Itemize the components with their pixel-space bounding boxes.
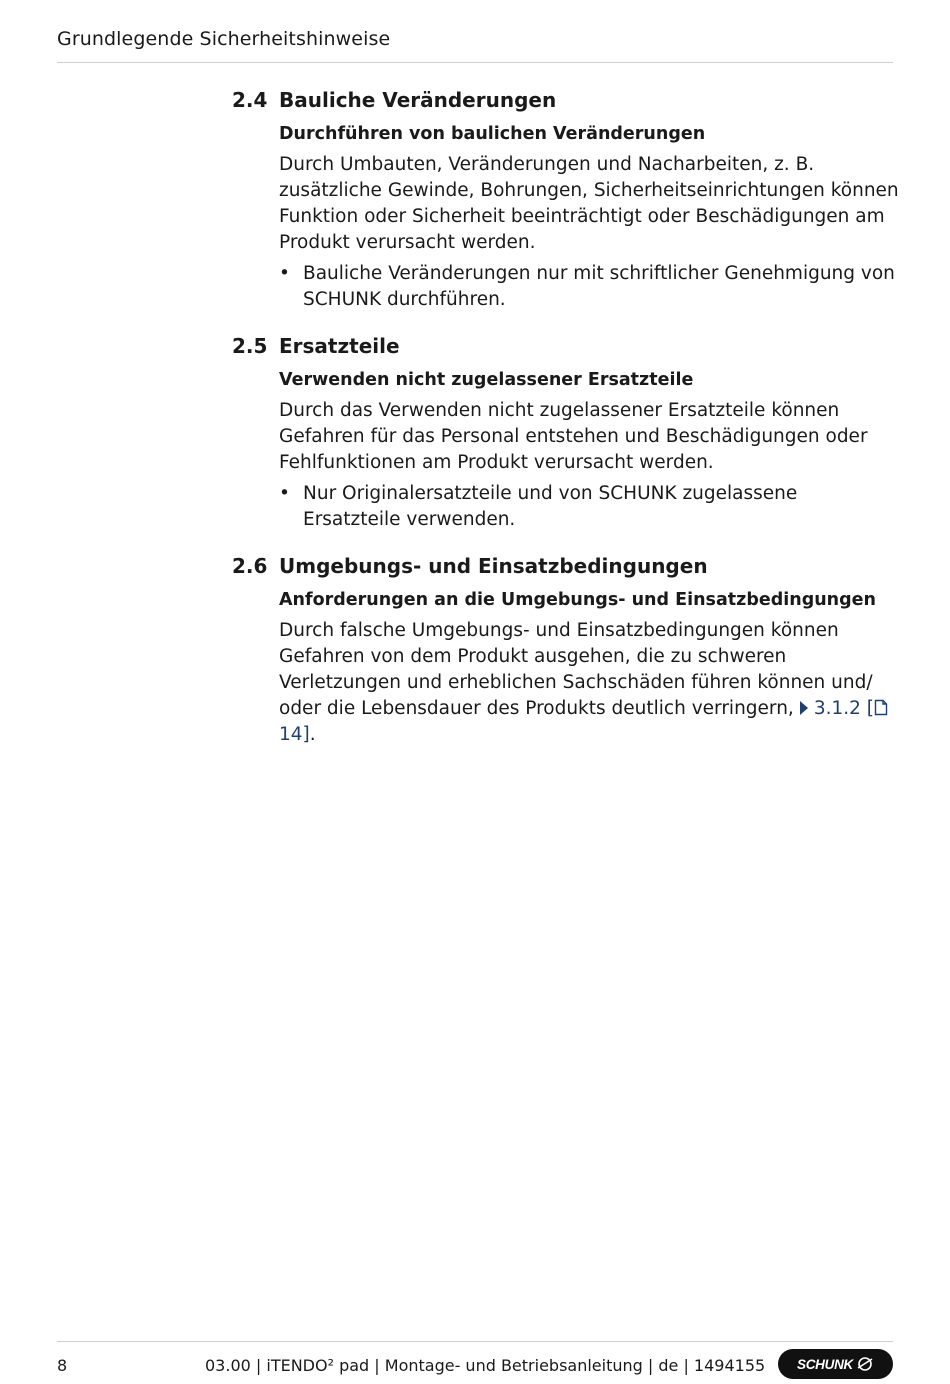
footer-text: 03.00 | iTENDO² pad | Montage- und Betriebsanleitung | de | 1494155 bbox=[205, 1356, 766, 1375]
bullet-icon: • bbox=[279, 263, 290, 284]
section-subtitle: Anforderungen an die Umgebungs- und Einsatzbedingungen bbox=[279, 590, 876, 610]
bullet-item bbox=[279, 261, 899, 313]
section-subtitle: Durchführen von baulichen Veränderungen bbox=[279, 124, 706, 144]
paragraph-text: Durch falsche Umgebungs- und Einsatzbedingungen können Gefahren von dem Produkt ausgehen, die zu schweren Verletzungen und erheblichen Sachschäden führen können und/ oder die Lebensdauer des Produkts deutlich verringern, bbox=[279, 620, 873, 719]
logo-text: SCHUNK bbox=[797, 1356, 853, 1372]
section-2-6 bbox=[232, 554, 902, 748]
xref-page: 14 bbox=[279, 724, 303, 745]
arrow-right-icon bbox=[800, 701, 808, 715]
section-subtitle: Verwenden nicht zugelassener Ersatzteile bbox=[279, 370, 694, 390]
header-divider bbox=[57, 62, 893, 63]
bullet-item bbox=[279, 481, 899, 533]
page-header-title: Grundlegende Sicherheitshinweise bbox=[57, 28, 391, 50]
footer-divider bbox=[57, 1341, 893, 1342]
section-title: Ersatzteile bbox=[279, 334, 400, 358]
schunk-logo bbox=[778, 1349, 893, 1379]
section-title: Bauliche Veränderungen bbox=[279, 88, 557, 112]
section-number: 2.6 bbox=[232, 554, 268, 578]
section-2-5 bbox=[232, 334, 902, 533]
section-number: 2.4 bbox=[232, 88, 268, 112]
page-icon bbox=[874, 699, 888, 716]
section-title: Umgebungs- und Einsatzbedingungen bbox=[279, 554, 708, 578]
xref-bracket-close: ] bbox=[302, 724, 310, 745]
section-paragraph: Durch das Verwenden nicht zugelassener Ersatzteile können Gefahren für das Personal entstehen und Beschädigungen oder Fehlfunktionen am Produkt verursacht werden. bbox=[279, 400, 868, 473]
logo-swoosh-icon bbox=[856, 1356, 874, 1372]
section-number: 2.5 bbox=[232, 334, 268, 358]
page-number: 8 bbox=[57, 1356, 68, 1375]
bullet-icon: • bbox=[279, 483, 290, 504]
section-paragraph bbox=[279, 618, 899, 748]
bullet-text: Nur Originalersatzteile und von SCHUNK zugelassene Ersatzteile verwenden. bbox=[303, 483, 798, 530]
xref-bracket-open: [ bbox=[866, 698, 874, 719]
section-paragraph: Durch Umbauten, Veränderungen und Nacharbeiten, z. B. zusätzliche Gewinde, Bohrungen, Sicherheitseinrichtungen können Funktion oder Sicherheit beeinträchtigt oder Beschädigungen am Produkt verursacht werden. bbox=[279, 154, 899, 253]
section-2-4 bbox=[232, 88, 902, 313]
xref-section: 3.1.2 bbox=[813, 698, 861, 719]
paragraph-end: . bbox=[309, 724, 316, 745]
bullet-text: Bauliche Veränderungen nur mit schriftlicher Genehmigung von SCHUNK durchführen. bbox=[303, 263, 895, 310]
